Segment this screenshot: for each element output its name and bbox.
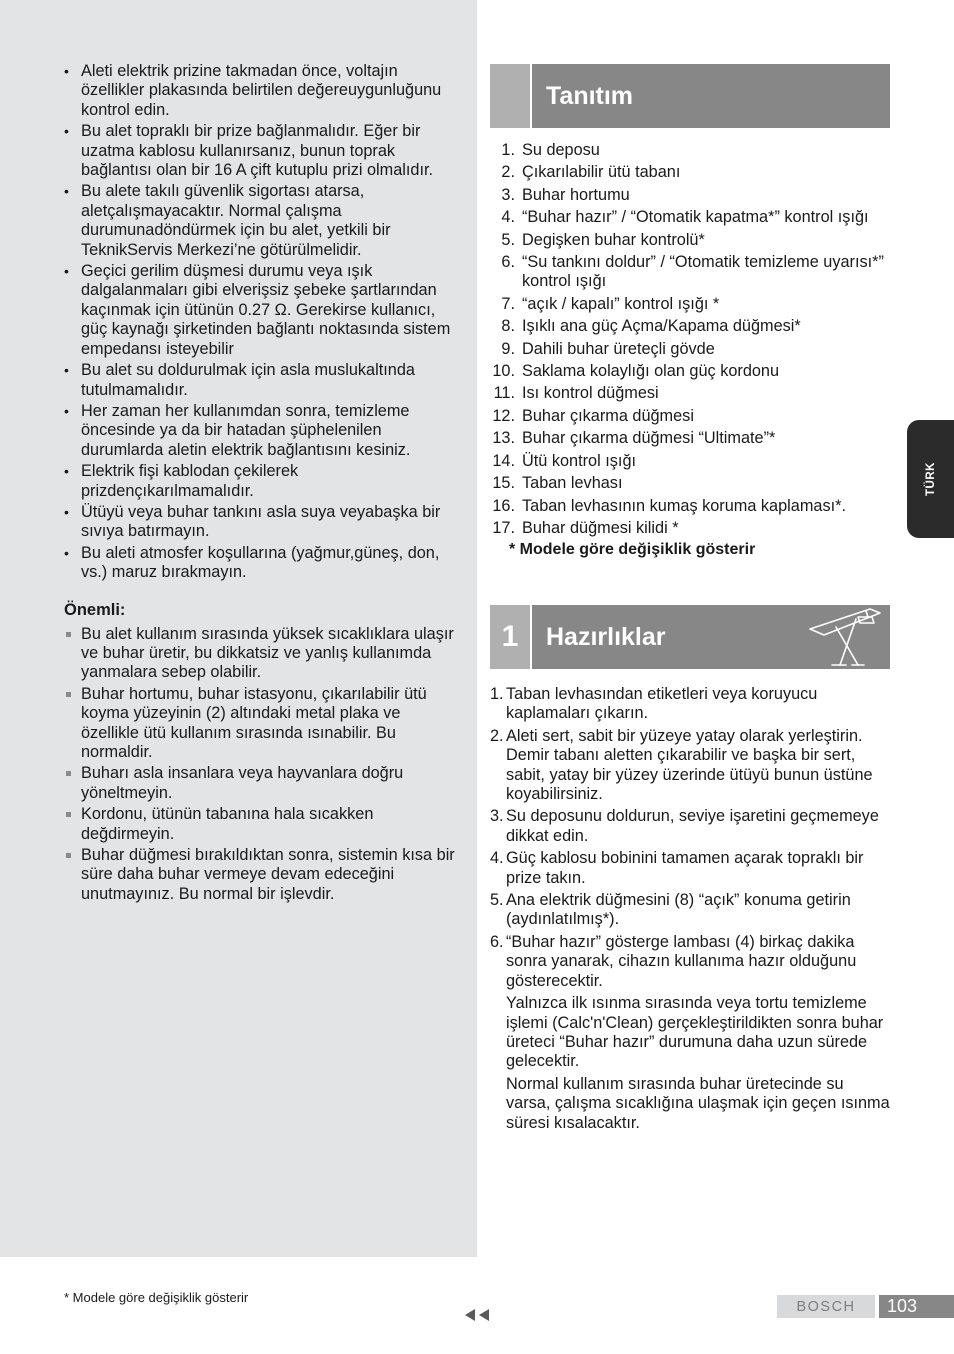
part-number: 12. (492, 406, 515, 425)
part-label: Buhar çıkarma düğmesi “Ultimate”* (522, 429, 776, 448)
safety-column (64, 62, 460, 906)
safety-item: • Bu alete takılı güvenlik sigortası atarsa, aletçalışmayacaktır. Normal çalışma durumunadöndürmek için bu alet, yetkili bir TeknikServis Merkezi’ne götürülmelidir. (64, 182, 460, 260)
part-label: Işıklı ana güç Açma/Kapama düğmesi* (522, 317, 801, 336)
prep-title: Hazırlıklar (546, 623, 666, 651)
part-item (490, 384, 890, 403)
part-label: Buhar çıkarma düğmesi (522, 406, 694, 425)
steps-list (490, 685, 890, 1133)
step-number: 4. (490, 849, 504, 868)
part-label: Su deposu (522, 141, 600, 159)
part-label: “açık / kapalı” kontrol ışığı * (522, 294, 720, 313)
important-item: Kordonu, ütünün tabanına hala sıcakken değdirmeyin. (64, 805, 460, 844)
part-label: Buhar düğmesi kilidi * (522, 518, 679, 537)
part-item (490, 452, 890, 471)
part-number: 5. (501, 230, 515, 249)
part-label: “Su tankını doldur” / “Otomatik temizleme uyarısı*” kontrol ışığı (522, 253, 884, 291)
step-number: 1. (490, 685, 504, 703)
important-list (64, 625, 460, 905)
step-number: 3. (490, 807, 504, 826)
prep-number: 1 (490, 605, 530, 669)
part-number: 17. (492, 518, 515, 537)
step-text: “Buhar hazır” gösterge lambası (4) birkaç dakika sonra yanarak, cihazın kullanıma hazır olduğunu gösterecektir. (506, 932, 857, 990)
header-divider (530, 605, 532, 669)
part-item (490, 429, 890, 448)
part-item (490, 519, 890, 538)
important-item: Buhar düğmesi bırakıldıktan sonra, sistemin kısa bir süre daha buhar vermeye devam edeceğini unutmayınız. Bu normal bir işlevdir. (64, 846, 460, 904)
part-item (490, 317, 890, 336)
part-number: 11. (493, 384, 515, 403)
part-item (490, 253, 890, 292)
double-left-arrow-icon[interactable] (463, 1307, 491, 1323)
part-number: 10. (492, 362, 515, 381)
language-tab (907, 420, 954, 538)
part-label: “Buhar hazır” / “Otomatik kapatma*” kontrol ışığı (522, 208, 869, 227)
part-item (490, 163, 890, 182)
part-item (490, 141, 890, 160)
step-item (490, 727, 890, 805)
step-item (490, 891, 890, 930)
part-number: 9. (501, 339, 515, 358)
part-number: 2. (501, 163, 515, 182)
important-item: Buharı asla insanlara veya hayvanlara doğru yöneltmeyin. (64, 764, 460, 803)
part-item (490, 295, 890, 314)
step-number: 2. (490, 726, 504, 745)
model-note: * Modele göre değişiklik gösterir (509, 541, 756, 559)
important-item: Bu alet kullanım sırasında yüksek sıcaklıklara ulaşır ve buhar üretir, bu dikkatsiz ve yanlış kullanımda yanmalara sebep olabilir. (64, 625, 460, 683)
step-text: Yalnızca ilk ısınma sırasında veya tortu temizleme işlemi (Calc'n'Clean) gerçekleştirildikten sonra buhar üreteci “Buhar hazır” durumuna daha uzun sürede gelecektir. (506, 994, 884, 1071)
left-panel (0, 0, 477, 1257)
part-item (490, 340, 890, 359)
part-item (490, 362, 890, 381)
step-text: Normal kullanım sırasında buhar üretecinde su varsa, çalışma sıcaklığına ulaşmak için geçen ısınma süresi kısalacaktır. (506, 1074, 890, 1132)
part-item (490, 497, 890, 516)
footnote: * Modele göre değişiklik gösterir (64, 1290, 249, 1305)
part-label: Ütü kontrol ışığı (522, 451, 637, 470)
step-text: Su deposunu doldurun, seviye işaretini geçmemeye dikkat edin. (506, 807, 879, 845)
part-item (490, 231, 890, 250)
part-number: 14. (492, 451, 515, 470)
part-label: Buhar hortumu (522, 185, 630, 204)
part-number: 8. (501, 317, 515, 336)
step-text: Güç kablosu bobinini tamamen açarak topraklı bir prize takın. (506, 849, 864, 887)
part-number: 4. (501, 208, 515, 227)
part-number: 15. (492, 474, 515, 493)
step-number: 6. (490, 932, 504, 951)
ironing-board-icon (802, 605, 882, 669)
part-number: 7. (501, 294, 515, 313)
part-number: 16. (492, 496, 515, 515)
part-item (490, 407, 890, 426)
step-number: 5. (490, 891, 504, 910)
safety-item: • Bu alet topraklı bir prize bağlanmalıdır. Eğer bir uzatma kablosu kullanırsanız, bunun toprak bağlantısı olan bir 16 A çift kutuplu prizi olmalıdır. (64, 122, 460, 180)
part-item (490, 186, 890, 205)
safety-item: • Bu aleti atmosfer koşullarına (yağmur,güneş, don, vs.) maruz bırakmayın. (64, 544, 460, 583)
part-number: 6. (501, 253, 515, 272)
part-label: Taban levhası (522, 474, 623, 493)
safety-list (64, 62, 460, 583)
intro-title: Tanıtım (546, 82, 634, 110)
parts-list (490, 141, 890, 538)
brand-label: BOSCH (777, 1295, 875, 1318)
part-item (490, 208, 890, 227)
step-text: Aleti sert, sabit bir yüzeye yatay olarak yerleştirin. Demir tabanı aletten çıkarabilir ve başka bir sert, sabit, yatay bir yüzey üzerinde ütüyü bunun üstüne koyabilirsiniz. (506, 726, 873, 804)
part-label: Çıkarılabilir ütü tabanı (522, 163, 681, 182)
safety-item: • Her zaman her kullanımdan sonra, temizleme öncesinde ya da bir hatadan şüphelenilen durumlarda aletin elektrik bağlantısını kesiniz. (64, 402, 460, 460)
step-item (490, 685, 890, 724)
step-item (490, 933, 890, 1133)
intro-number-box (490, 64, 530, 128)
step-text: Taban levhasından etiketleri veya koruyucu kaplamaları çıkarın. (506, 685, 818, 723)
part-label: Degişken buhar kontrolü* (522, 230, 705, 249)
page-number: 103 (879, 1295, 954, 1318)
safety-item: • Bu alet su doldurulmak için asla muslukaltında tutulmamalıdır. (64, 361, 460, 400)
header-divider (530, 64, 532, 128)
prep-header (490, 605, 890, 669)
part-item (490, 474, 890, 493)
safety-item: • Aleti elektrik prizine takmadan önce, voltajın özellikler plakasında belirtilen değereuygunluğunu kontrol edin. (64, 62, 460, 120)
part-number: 1. (501, 141, 515, 159)
safety-item: • Elektrik fişi kablodan çekilerek prizdençıkarılmamalıdır. (64, 462, 460, 501)
safety-item: • Geçici gerilim düşmesi durumu veya ışık dalgalanmaları gibi elverişsiz şebeke şartlarından kaçınmak için ütünün 0.27 Ω. Gerekirse kullanıcı, güç kaynağı şirketinden bağlantı noktasında sistem empedansı isteyebilir (64, 262, 460, 359)
intro-section (490, 64, 890, 559)
part-number: 13. (492, 429, 515, 448)
part-label: Isı kontrol düğmesi (522, 384, 659, 403)
step-item (490, 849, 890, 888)
important-heading: Önemli: (64, 600, 126, 619)
step-item (490, 807, 890, 846)
part-label: Saklama kolaylığı olan güç kordonu (522, 362, 780, 381)
safety-item: • Ütüyü veya buhar tankını asla suya veyabaşka bir sıvıya batırmayın. (64, 503, 460, 542)
language-tab-label: TÜRK (924, 462, 937, 496)
step-text: Ana elektrik düğmesini (8) “açık” konuma getirin (aydınlatılmış*). (506, 891, 851, 929)
prep-section (490, 605, 890, 1136)
important-item: Buhar hortumu, buhar istasyonu, çıkarılabilir ütü koyma yüzeyinin (2) altındaki metal plaka ve özellikle ütü kullanım sırasında ısınabilir. Bu normaldir. (64, 685, 460, 763)
part-label: Taban levhasının kumaş koruma kaplaması*. (522, 496, 846, 515)
part-number: 3. (501, 185, 515, 204)
intro-header (490, 64, 890, 128)
part-label: Dahili buhar üreteçli gövde (522, 339, 715, 358)
